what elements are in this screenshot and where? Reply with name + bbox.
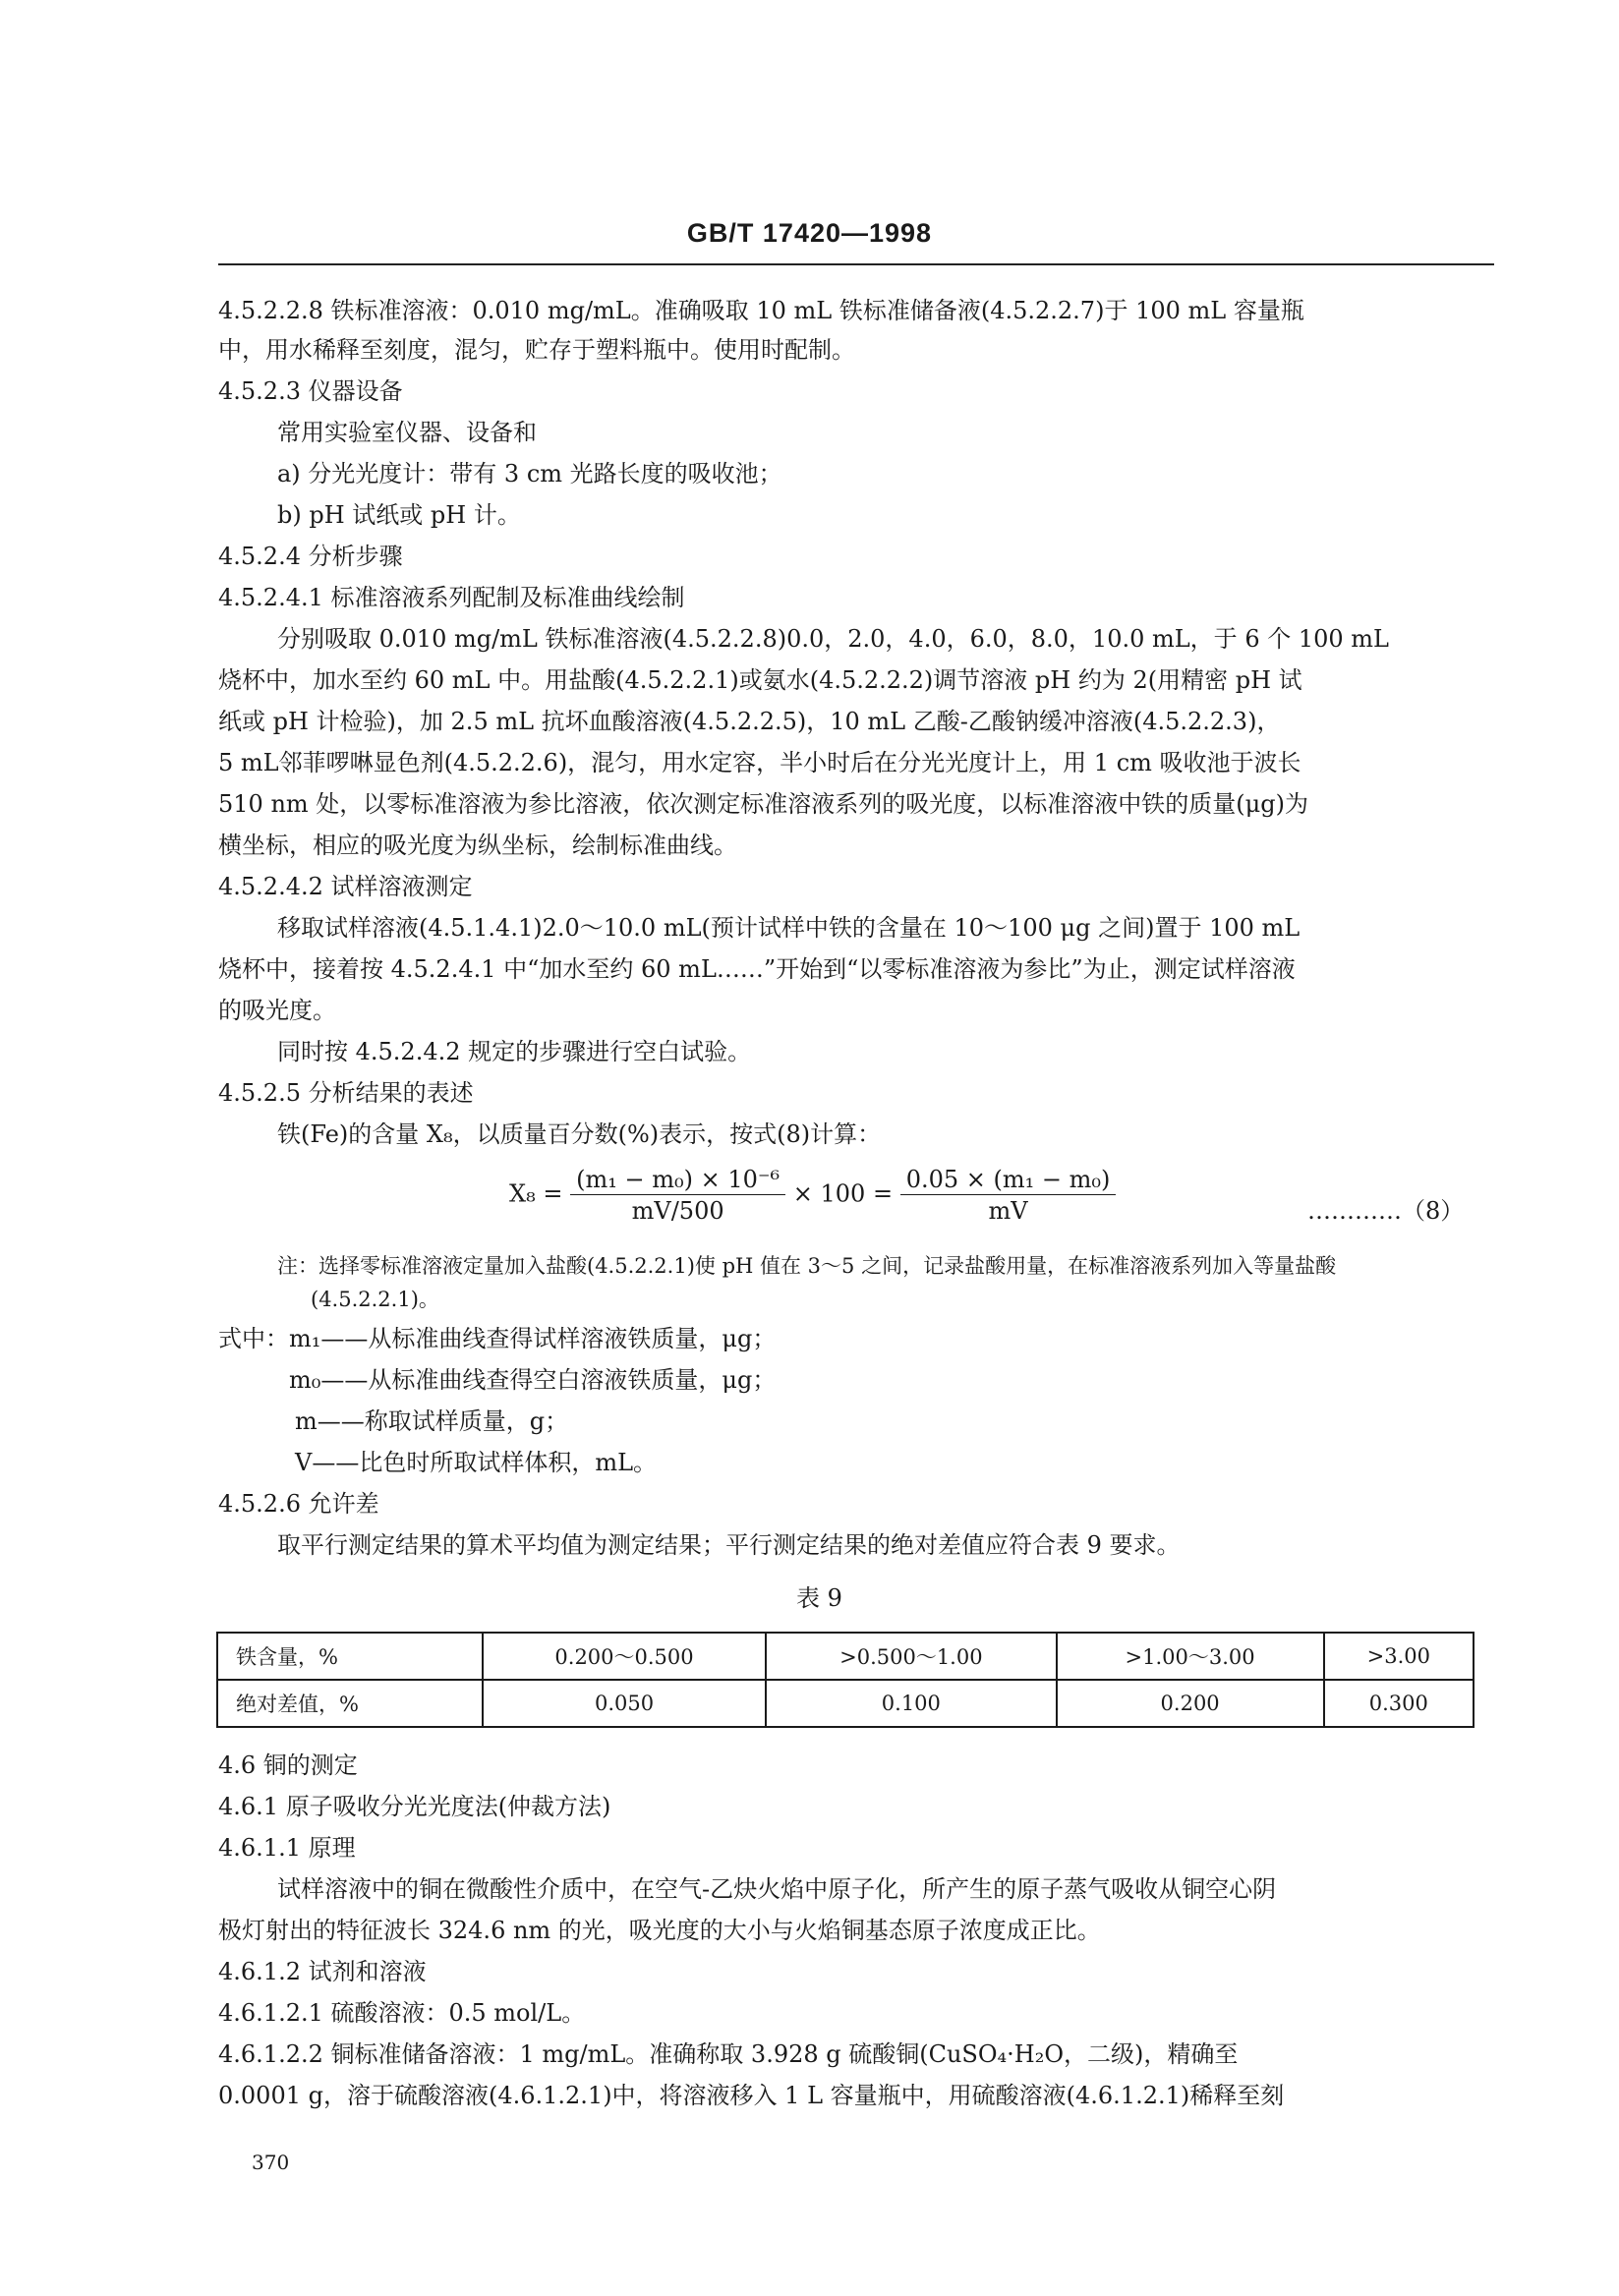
table-cell: 0.300 (1324, 1680, 1474, 1727)
para-4-6-1-2-2-2: 0.0001 g，溶于硫酸溶液(4.6.1.2.1)中，将溶液移入 1 L 容量瓶中，用硫酸溶液(4.6.1.2.1)稀释至刻 (218, 2082, 1285, 2109)
heading-4-6-1: 4.6.1 原子吸收分光光度法(仲裁方法) (218, 1793, 611, 1820)
table-cell: >1.00～3.00 (1057, 1633, 1324, 1680)
para-std-series-6: 横坐标，相应的吸光度为纵坐标，绘制标准曲线。 (218, 832, 737, 859)
formula-8 (509, 1166, 1116, 1225)
where-m1: 式中：m₁——从标准曲线查得试样溶液铁质量，μg； (218, 1325, 777, 1352)
para-4-6-1-2-2-1: 4.6.1.2.2 铜标准储备溶液：1 mg/mL。准确称取 3.928 g 硫酸铜(CuSO₄·H₂O，二级)，精确至 (218, 2040, 1239, 2068)
para-equipment-intro: 常用实验室仪器、设备和 (277, 419, 537, 446)
formula-mid: × 100 = (792, 1179, 894, 1208)
table-cell: 0.100 (766, 1680, 1057, 1727)
table-cell: 0.200 (1057, 1680, 1324, 1727)
table-cell: >0.500～1.00 (766, 1633, 1057, 1680)
where-v: V——比色时所取试样体积，mL。 (295, 1449, 658, 1476)
note-line-2: (4.5.2.2.1)。 (311, 1288, 439, 1311)
heading-4-5-2-4-2: 4.5.2.4.2 试样溶液测定 (218, 873, 473, 900)
table-row (217, 1633, 1474, 1680)
header-rule (218, 263, 1494, 265)
document-header: GB/T 17420—1998 (686, 218, 933, 248)
para-4-5-2-2-8-cont: 中，用水稀释至刻度，混匀，贮存于塑料瓶中。使用时配制。 (218, 336, 855, 364)
heading-4-6-1-1: 4.6.1.1 原理 (218, 1834, 356, 1862)
heading-4-5-2-6: 4.5.2.6 允许差 (218, 1490, 379, 1518)
para-principle-2: 极灯射出的特征波长 324.6 nm 的光，吸光度的大小与火焰铜基态原子浓度成正比。 (218, 1917, 1101, 1944)
para-fe-content: 铁(Fe)的含量 X₈，以质量百分数(%)表示，按式(8)计算： (277, 1120, 882, 1148)
table-cell: 0.050 (483, 1680, 766, 1727)
para-std-series-2: 烧杯中，加水至约 60 mL 中。用盐酸(4.5.2.2.1)或氨水(4.5.2.2.2)调节溶液 pH 约为 2(用精密 pH 试 (218, 666, 1302, 694)
heading-4-5-2-5: 4.5.2.5 分析结果的表述 (218, 1079, 474, 1107)
where-m: m——称取试样质量，g； (295, 1407, 569, 1435)
list-item-b: b) pH 试纸或 pH 计。 (277, 501, 521, 529)
table-9 (216, 1632, 1474, 1728)
formula-frac1-numerator: (m₁ − m₀) × 10⁻⁶ (570, 1166, 785, 1195)
heading-4-6: 4.6 铜的测定 (218, 1751, 358, 1779)
page-number: 370 (252, 2151, 290, 2174)
formula-equation-number: …………（8） (1307, 1197, 1465, 1225)
para-sample-1: 移取试样溶液(4.5.1.4.1)2.0～10.0 mL(预计试样中铁的含量在 10～100 μg 之间)置于 100 mL (277, 914, 1301, 942)
table-cell: 铁含量，% (217, 1633, 483, 1680)
formula-fraction-1 (570, 1166, 785, 1225)
para-4-5-2-2-8: 4.5.2.2.8 铁标准溶液：0.010 mg/mL。准确吸取 10 mL 铁标准储备液(4.5.2.2.7)于 100 mL 容量瓶 (218, 297, 1304, 324)
heading-4-5-2-4: 4.5.2.4 分析步骤 (218, 543, 403, 570)
heading-4-6-1-2: 4.6.1.2 试剂和溶液 (218, 1958, 427, 1985)
table-cell: >3.00 (1324, 1633, 1474, 1680)
para-4-6-1-2-1: 4.6.1.2.1 硫酸溶液：0.5 mol/L。 (218, 1999, 586, 2027)
para-principle-1: 试样溶液中的铜在微酸性介质中，在空气-乙炔火焰中原子化，所产生的原子蒸气吸收从铜空心阴 (277, 1875, 1277, 1903)
para-sample-2: 烧杯中，接着按 4.5.2.4.1 中“加水至约 60 mL……”开始到“以零标准溶液为参比”为止，测定试样溶液 (218, 955, 1296, 983)
where-m0: m₀——从标准曲线查得空白溶液铁质量，μg； (289, 1366, 777, 1394)
para-sample-3: 的吸光度。 (218, 997, 336, 1024)
list-item-a: a) 分光光度计：带有 3 cm 光路长度的吸收池； (277, 460, 782, 488)
note-line-1: 注：选择零标准溶液定量加入盐酸(4.5.2.2.1)使 pH 值在 3～5 之间，记录盐酸用量，在标准溶液系列加入等量盐酸 (277, 1254, 1337, 1278)
table-cell: 绝对差值，% (217, 1680, 483, 1727)
table-cell: 0.200～0.500 (483, 1633, 766, 1680)
table-9-caption: 表 9 (796, 1584, 842, 1612)
formula-frac2-numerator: 0.05 × (m₁ − m₀) (900, 1166, 1117, 1195)
heading-4-5-2-4-1: 4.5.2.4.1 标准溶液系列配制及标准曲线绘制 (218, 584, 685, 611)
para-std-series-3: 纸或 pH 计检验)，加 2.5 mL 抗坏血酸溶液(4.5.2.2.5)，10 mL 乙酸-乙酸钠缓冲溶液(4.5.2.2.3)， (218, 708, 1281, 735)
para-std-series-1: 分别吸取 0.010 mg/mL 铁标准溶液(4.5.2.2.8)0.0，2.0，4.0，6.0，8.0，10.0 mL，于 6 个 100 mL (277, 625, 1389, 653)
heading-4-5-2-3: 4.5.2.3 仪器设备 (218, 377, 403, 405)
formula-frac2-denominator: mV (988, 1197, 1028, 1225)
formula-fraction-2 (900, 1166, 1117, 1225)
para-blank-test: 同时按 4.5.2.4.2 规定的步骤进行空白试验。 (277, 1038, 752, 1065)
table-row (217, 1680, 1474, 1727)
para-std-series-5: 510 nm 处，以零标准溶液为参比溶液，依次测定标准溶液系列的吸光度，以标准溶液中铁的质量(μg)为 (218, 790, 1308, 818)
para-std-series-4: 5 mL邻菲啰啉显色剂(4.5.2.2.6)，混匀，用水定容，半小时后在分光光度计上，用 1 cm 吸收池于波长 (218, 749, 1301, 776)
para-allowable-diff: 取平行测定结果的算术平均值为测定结果；平行测定结果的绝对差值应符合表 9 要求。 (277, 1531, 1181, 1559)
formula-lhs: X₈ = (509, 1179, 563, 1208)
formula-frac1-denominator: mV/500 (631, 1197, 724, 1225)
